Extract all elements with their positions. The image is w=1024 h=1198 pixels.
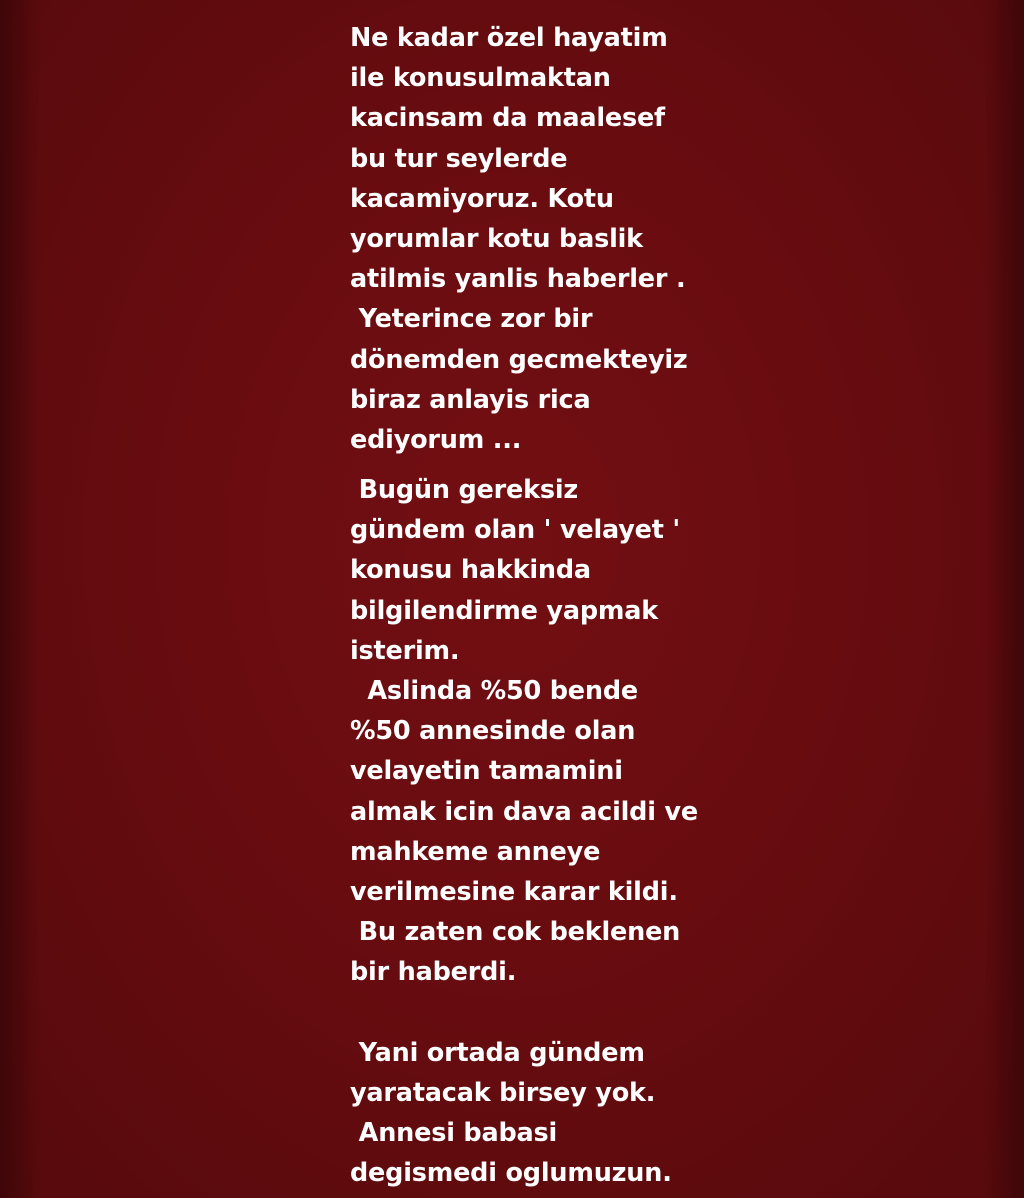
story-line: Bugün gereksiz (350, 475, 579, 506)
story-line: bilgilendirme yapmak (350, 595, 659, 626)
story-line: Ne kadar özel hayatim (350, 23, 668, 53)
story-line: Yani ortada gündem (350, 1037, 645, 1068)
story-line: Yeterince zor bir (350, 304, 593, 335)
story-line: Annesi babasi (350, 1118, 558, 1149)
story-line: verilmesine karar kildi. (350, 876, 678, 907)
paragraph-gap (350, 460, 730, 470)
story-text-block (350, 18, 730, 1193)
story-line: atilmis yanlis haberler . (350, 264, 686, 295)
story-line: velayetin tamamini (350, 756, 623, 787)
story-line: yorumlar kotu baslik (350, 223, 643, 254)
story-line: yaratacak birsey yok. (350, 1077, 656, 1108)
story-line: ediyorum ... (350, 424, 522, 455)
story-line: kacamiyoruz. Kotu (350, 183, 614, 214)
story-line: dönemden gecmekteyiz (350, 344, 688, 375)
story-edge-shadow-left (0, 0, 40, 1198)
story-line: bu tur seylerde (350, 143, 568, 174)
paragraph-gap (350, 993, 730, 1033)
story-line: mahkeme anneye (350, 836, 601, 867)
story-line: isterim. (350, 635, 460, 666)
story-line: Bu zaten cok beklenen (350, 917, 681, 948)
story-line: almak icin dava acildi ve (350, 796, 698, 827)
story-line: %50 annesinde olan (350, 716, 636, 747)
story-line: gündem olan ' velayet ' (350, 515, 681, 546)
story-line: ile konusulmaktan (350, 63, 611, 94)
story-line: biraz anlayis rica (350, 384, 591, 415)
story-line: kacinsam da maalesef (350, 103, 665, 134)
story-line: bir haberdi. (350, 957, 517, 988)
story-line: Aslinda %50 bende (350, 676, 639, 706)
story-line: degismedi oglumuzun. (350, 1158, 672, 1189)
story-line: konusu hakkinda (350, 555, 591, 586)
story-edge-shadow-right (984, 0, 1024, 1198)
